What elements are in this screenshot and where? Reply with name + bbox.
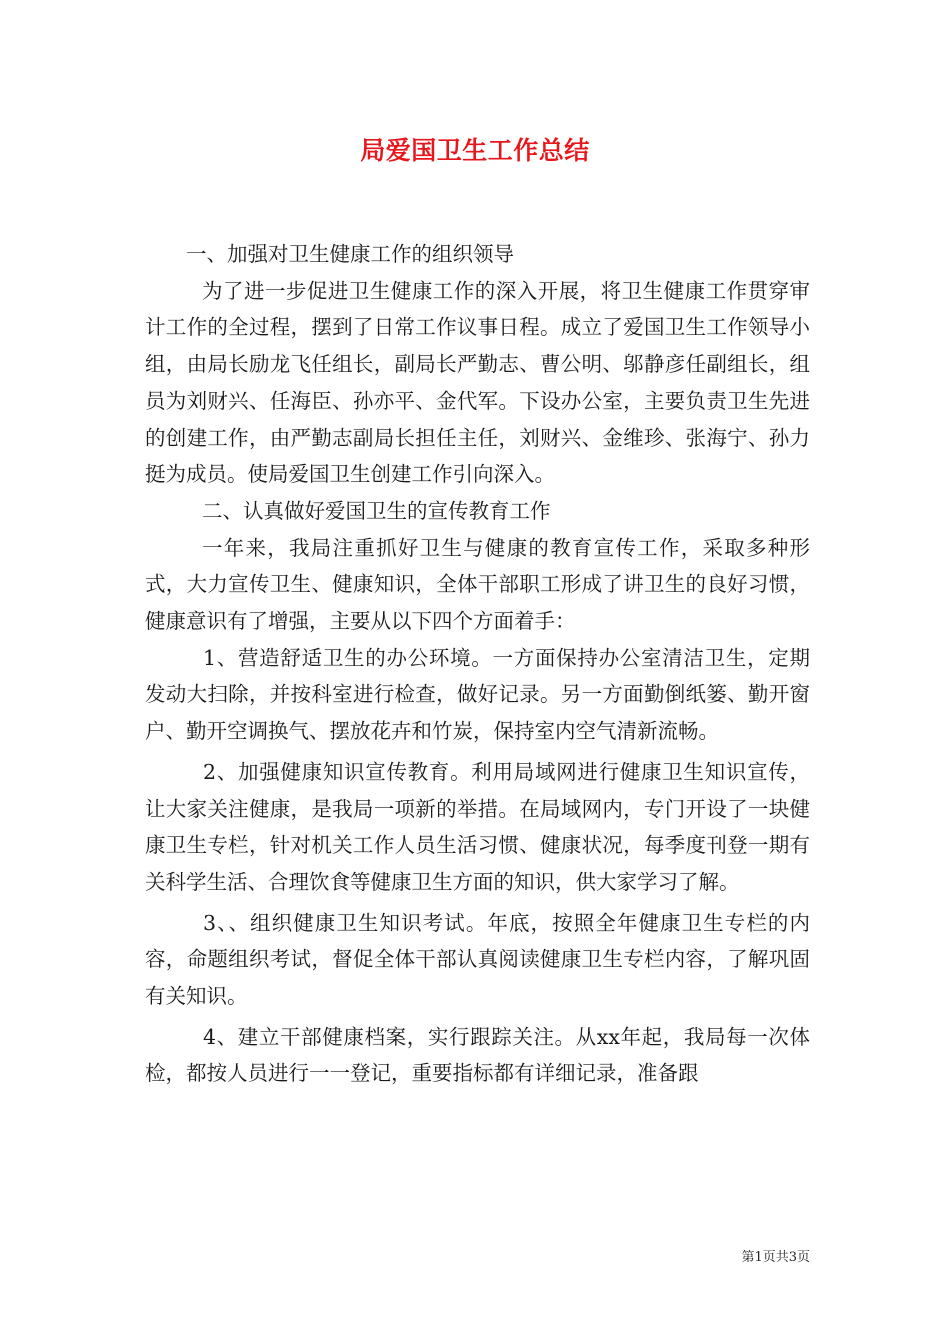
- paragraph-publicity: 一年来，我局注重抓好卫生与健康的教育宣传工作，采取多种形式，大力宣传卫生、健康知识，全体干部职工形成了讲卫生的良好习惯，健康意识有了增强，主要从以下四个方面着手：: [145, 535, 810, 634]
- page-title: 局爱国卫生工作总结: [360, 136, 590, 165]
- document-body: [145, 236, 810, 1092]
- section-heading-2: 二、认真做好爱国卫生的宣传教育工作: [202, 498, 551, 523]
- paragraph-organization: 为了进一步促进卫生健康工作的深入开展，将卫生健康工作贯穿审计工作的全过程，摆到了日常工作议事日程。成立了爱国卫生工作领导小组，由局长励龙飞任组长，副局长严勤志、曹公明、邬静彦任副组长，组员为刘财兴、任海臣、孙亦平、金代军。下设办公室，主要负责卫生先进的创建工作，由严勤志副局长担任主任，刘财兴、金维珍、张海宁、孙力挺为成员。使局爱国卫生创建工作引向深入。: [145, 278, 810, 487]
- list-item-1: 1、营造舒适卫生的办公环境。一方面保持办公室清洁卫生，定期发动大扫除，并按科室进行检查，做好记录。另一方面勤倒纸篓、勤开窗户、勤开空调换气、摆放花卉和竹炭，保持室内空气清新流畅。: [145, 645, 810, 744]
- list-item-3: 3、、组织健康卫生知识考试。年底，按照全年健康卫生专栏的内容，命题组织考试，督促全体干部认真阅读健康卫生专栏内容，了解巩固有关知识。: [145, 910, 810, 1009]
- list-item-4: 4、建立干部健康档案，实行跟踪关注。从xx年起，我局每一次体检，都按人员进行一一登记，重要指标都有详细记录，准备跟: [145, 1024, 810, 1086]
- list-item-2: 2、加强健康知识宣传教育。利用局域网进行健康卫生知识宣传，让大家关注健康，是我局一项新的举措。在局域网内，专门开设了一块健康卫生专栏，针对机关工作人员生活习惯、健康状况，每季度刊登一期有关科学生活、合理饮食等健康卫生方面的知识，供大家学习了解。: [145, 759, 810, 894]
- page-number-footer: 第1页共3页: [741, 1250, 810, 1265]
- section-heading-1: 一、加强对卫生健康工作的组织领导: [186, 242, 514, 266]
